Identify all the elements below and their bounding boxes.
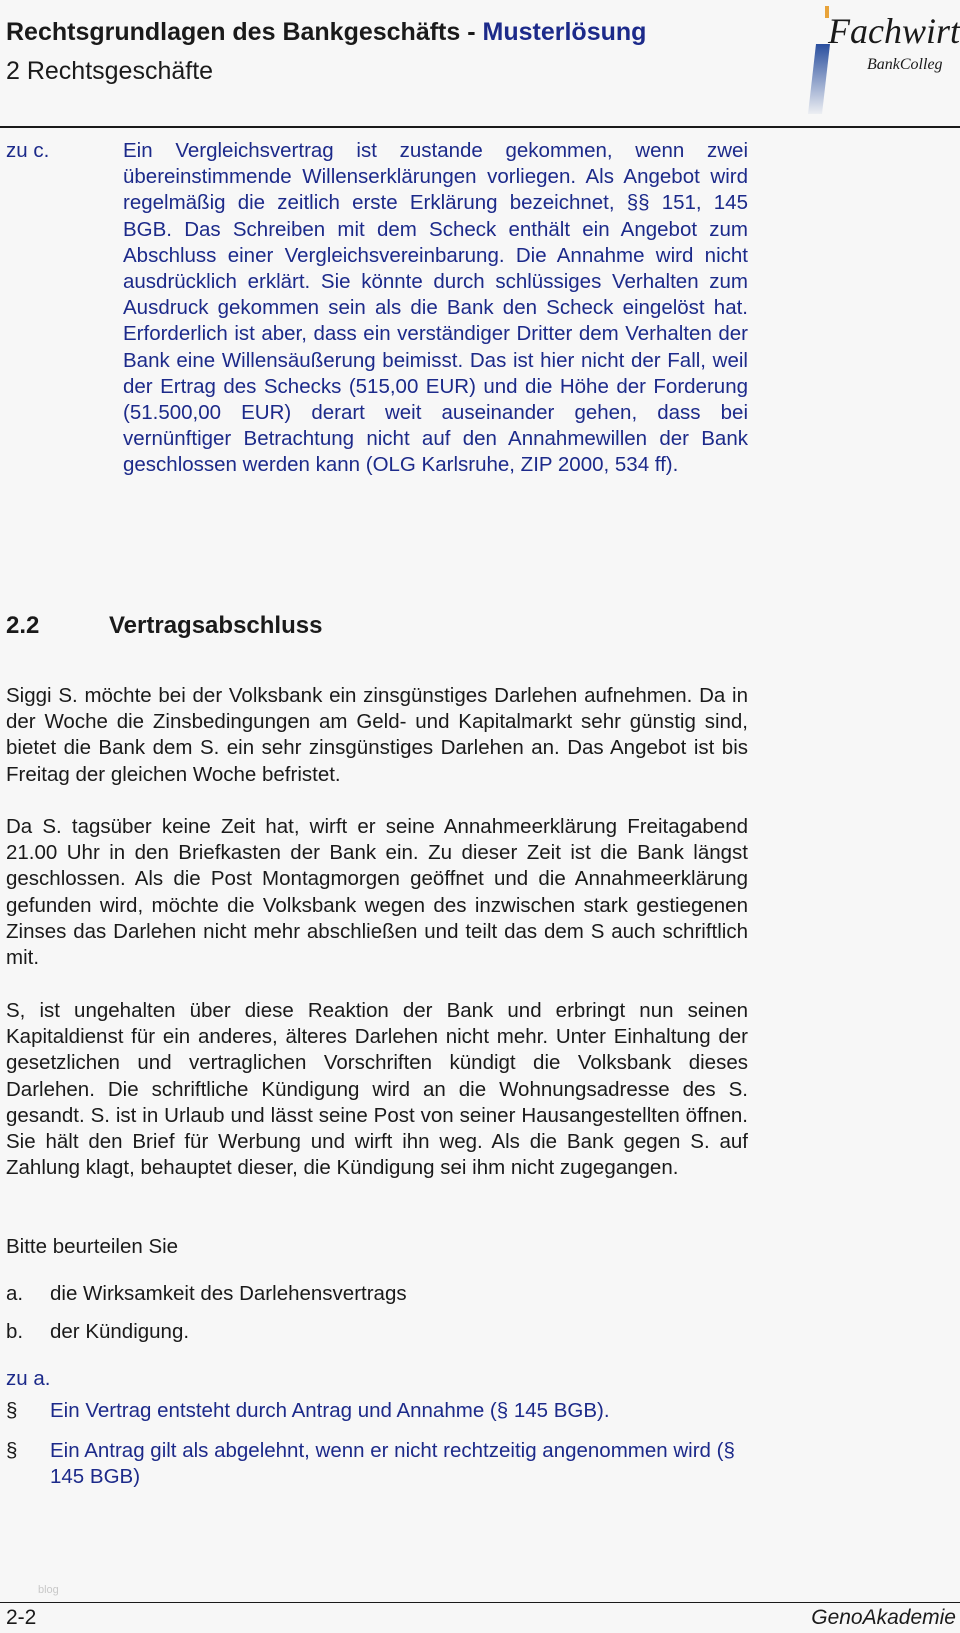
answer-a-item bbox=[6, 1398, 748, 1424]
case-paragraph: S, ist ungehalten über diese Reaktion der Bank und erbringt nun seinen Kapitaldienst für ein anderes, älteres Darlehen nicht mehr. Unter Einhaltung der gesetzlichen und vertraglichen Vorschriften kündigt die Volksbank dieses Darlehen. Die schriftliche Kündigung wird an die Wohnungsadresse des S. gesandt. S. ist in Urlaub und lässt seine Post von seiner Hausangestellten öffnen. Sie hält den Brief für Werbung und wirft ihn weg. Als die Bank gegen S. auf Zahlung klagt, behauptet dieser, die Kündigung sei ihm nicht zugegangen. bbox=[6, 999, 748, 1180]
logo-subtitle: BankColleg bbox=[867, 56, 943, 73]
watermark: blog bbox=[38, 1584, 59, 1596]
answer-c-text: Ein Vergleichsvertrag ist zustande gekommen, wenn zwei übereinstimmende Willenserklärungen vorliegen. Als Angebot wird regelmäßig die zeitlich erste Erklärung bezeichnet, §§ 151, 145 BGB. Das Schreiben mit dem Scheck enthält ein Angebot zum Abschluss einer Vergleichsvereinbarung. Die Annahme wird nicht ausdrücklich erklärt. Sie könnte durch schlüssiges Verhalten zum Ausdruck gekommen sein als die Bank den Scheck eingelöst hat. Erforderlich ist aber, dass ein verständiger Dritter dem Verhalten der Bank eine Willensäußerung beimisst. Das ist hier nicht der Fall, weil der Ertrag des Schecks (515,00 EUR) und die Höhe der Forderung (51.500,00 EUR) derart weit auseinander gehen, dass bei vernünftiger Betrachtung nicht auf den Annahmewillen der Bank geschlossen werden kann (OLG Karlsruhe, ZIP 2000, 534 ff). bbox=[123, 139, 748, 477]
fachwirt-logo bbox=[812, 4, 958, 116]
task-intro: Bitte beurteilen Sie bbox=[6, 1235, 179, 1258]
header-divider bbox=[0, 126, 960, 128]
title-accent: Musterlösung bbox=[482, 18, 647, 46]
task-text: der Kündigung. bbox=[50, 1320, 190, 1343]
answer-a-item bbox=[6, 1438, 748, 1490]
title-main: Rechtsgrundlagen des Bankgeschäfts - bbox=[6, 18, 483, 46]
case-paragraph: Da S. tagsüber keine Zeit hat, wirft er seine Annahmeerklärung Freitagabend 21.00 Uhr in den Briefkasten der Bank ein. Zu dieser Zeit ist die Bank längst geschlossen. Als die Post Montagmorgen geöffnet und die Annahmeerklärung gefunden wird, möchte die Volksbank wegen des inzwischen stark gestiegenen Zinses das Darlehen nicht mehr abschließen und teilt das dem S auch schriftlich mit. bbox=[6, 815, 748, 970]
document-subtitle: 2 Rechtsgeschäfte bbox=[6, 57, 214, 85]
task-marker: a. bbox=[6, 1282, 24, 1305]
section-title: Vertragsabschluss bbox=[109, 612, 323, 639]
section-heading bbox=[6, 612, 322, 640]
footer-divider bbox=[0, 1602, 960, 1603]
answer-c-label: zu c. bbox=[6, 139, 50, 162]
footer-brand: GenoAkademie bbox=[811, 1606, 956, 1629]
paragraph-symbol-icon: § bbox=[6, 1399, 18, 1422]
logo-stripe-icon bbox=[808, 44, 830, 114]
answer-a-item-text: Ein Antrag gilt als abgelehnt, wenn er nicht rechtzeitig angenommen wird (§ 145 BGB) bbox=[50, 1439, 735, 1489]
logo-wordmark: Fachwirt bbox=[828, 11, 960, 51]
task-item bbox=[6, 1319, 189, 1345]
answer-a-label: zu a. bbox=[6, 1367, 51, 1390]
page-number: 2-2 bbox=[6, 1606, 37, 1629]
task-item bbox=[6, 1281, 407, 1307]
task-text: die Wirksamkeit des Darlehensvertrags bbox=[50, 1282, 407, 1305]
task-marker: b. bbox=[6, 1320, 24, 1343]
answer-a-item-text: Ein Vertrag entsteht durch Antrag und Annahme (§ 145 BGB). bbox=[50, 1399, 610, 1422]
paragraph-symbol-icon: § bbox=[6, 1439, 18, 1462]
section-number: 2.2 bbox=[6, 612, 40, 639]
document-title bbox=[6, 18, 646, 47]
case-paragraph: Siggi S. möchte bei der Volksbank ein zinsgünstiges Darlehen aufnehmen. Da in der Woche die Zinsbedingungen am Geld- und Kapitalmarkt sehr günstig sind, bietet die Bank dem S. ein sehr zinsgünstiges Darlehen an. Das Angebot ist bis Freitag der gleichen Woche befristet. bbox=[6, 684, 748, 786]
page-header bbox=[0, 0, 960, 126]
